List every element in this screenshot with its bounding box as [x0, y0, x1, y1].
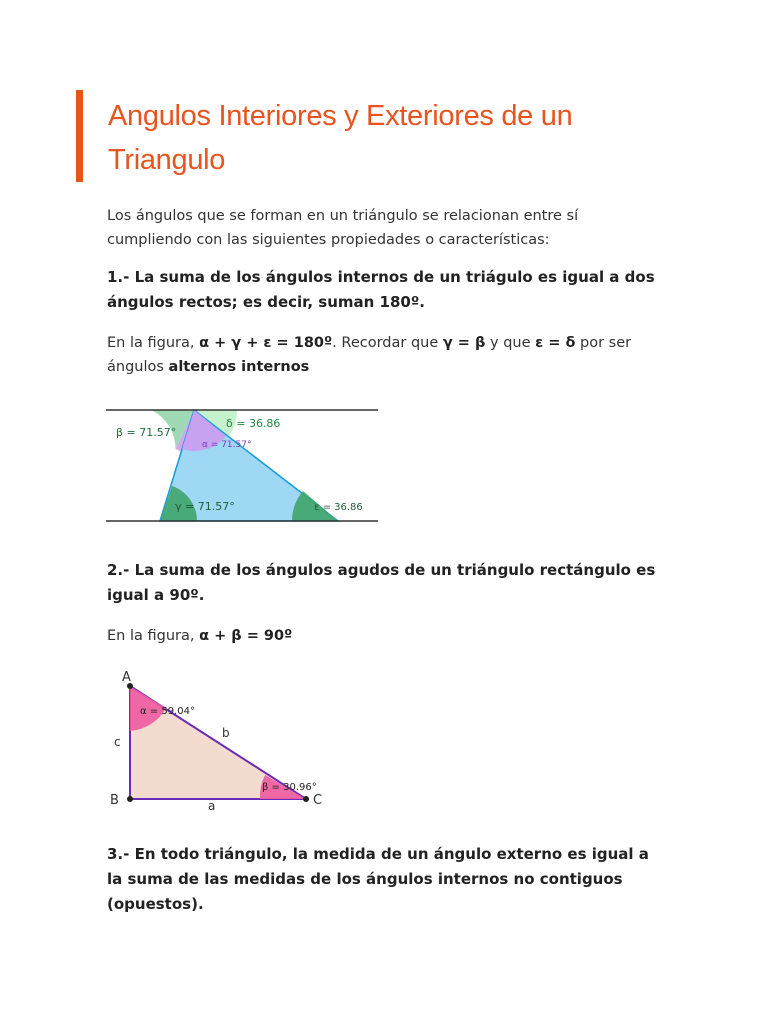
equation-sum-90: α + β = 90º [199, 628, 293, 644]
figure-1-caption: En la figura, α + γ + ε = 180º. Recordar que γ = β y que ε = δ por ser ángulos alternos internos [107, 335, 632, 375]
beta-label: β = 71.57° [116, 426, 177, 439]
side-b-label: b [222, 726, 230, 740]
intro-paragraph: Los ángulos que se forman en un triángulo se relacionan entre sí cumpliendo con las siguientes propiedades o características: [107, 208, 579, 248]
epsilon-label: ε = 36.86 [314, 502, 363, 513]
equation-sum-180: α + γ + ε = 180º [199, 335, 333, 351]
vertex-b-point [127, 796, 133, 802]
gamma-label: γ = 71.57° [175, 500, 235, 513]
page-title: Angulos Interiores y Exteriores de un Triangulo [108, 100, 573, 176]
alpha-label: α = 71.57° [202, 440, 252, 450]
property-3: 3.- En todo triángulo, la medida de un ángulo externo es igual a la suma de las medidas de los ángulos internos no contiguos (opuestos). [107, 845, 649, 913]
figure-parallel-lines-triangle [104, 398, 382, 528]
vertex-b-label: B [110, 793, 119, 808]
beta-label: β = 30.96° [262, 782, 317, 793]
title-accent-bar [76, 90, 83, 182]
side-a-label: a [208, 799, 216, 813]
vertex-c-point [303, 796, 309, 802]
equation-gamma-beta: γ = β [442, 335, 486, 351]
alternos-internos: alternos internos [168, 359, 310, 375]
side-c-label: c [114, 735, 121, 749]
alpha-label: α = 59.04° [140, 706, 195, 717]
property-1: 1.- La suma de los ángulos internos de un triágulo es igual a dos ángulos rectos; es decir, suman 180º. [107, 268, 655, 311]
vertex-c-label: C [313, 793, 323, 808]
delta-label: δ = 36.86 [226, 417, 281, 430]
vertex-a-label: A [122, 670, 131, 685]
equation-epsilon-delta: ε = δ [535, 335, 576, 351]
figure-2-caption: En la figura, α + β = 90º [107, 628, 293, 644]
property-2: 2.- La suma de los ángulos agudos de un triángulo rectángulo es igual a 90º. [107, 561, 656, 604]
figure-right-triangle [104, 664, 344, 814]
